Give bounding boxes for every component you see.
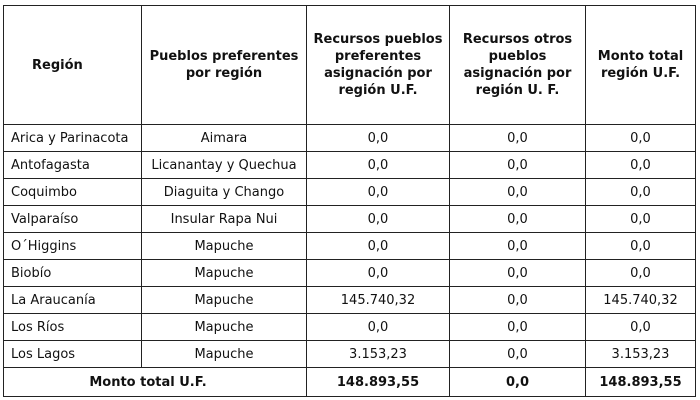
cell-pueblos: Mapuche (142, 260, 307, 287)
cell-recursos-pueblos: 0,0 (307, 152, 450, 179)
cell-monto-total: 0,0 (586, 152, 696, 179)
cell-region: Coquimbo (4, 179, 142, 206)
header-region: Región (4, 6, 142, 125)
cell-region: Los Ríos (4, 314, 142, 341)
cell-monto-total: 0,0 (586, 314, 696, 341)
cell-monto-total: 0,0 (586, 260, 696, 287)
header-pueblos: Pueblos preferentes por región (142, 6, 307, 125)
total-label: Monto total U.F. (4, 368, 307, 397)
header-recursos-otros: Recursos otros pueblos asignación por región U. F. (450, 6, 586, 125)
cell-pueblos: Licanantay y Quechua (142, 152, 307, 179)
cell-pueblos: Mapuche (142, 314, 307, 341)
cell-recursos-pueblos: 0,0 (307, 125, 450, 152)
cell-region: Valparaíso (4, 206, 142, 233)
cell-monto-total: 0,0 (586, 233, 696, 260)
cell-region: Los Lagos (4, 341, 142, 368)
table-row (4, 152, 696, 179)
table-row (4, 341, 696, 368)
cell-region: O´Higgins (4, 233, 142, 260)
cell-recursos-otros: 0,0 (450, 233, 586, 260)
cell-recursos-pueblos: 0,0 (307, 260, 450, 287)
cell-monto-total: 0,0 (586, 125, 696, 152)
cell-recursos-pueblos: 3.153,23 (307, 341, 450, 368)
cell-recursos-otros: 0,0 (450, 341, 586, 368)
cell-recursos-pueblos: 145.740,32 (307, 287, 450, 314)
table-row (4, 287, 696, 314)
cell-recursos-otros: 0,0 (450, 179, 586, 206)
cell-region: Antofagasta (4, 152, 142, 179)
table-row (4, 125, 696, 152)
cell-pueblos: Insular Rapa Nui (142, 206, 307, 233)
allocation-table (3, 5, 696, 397)
cell-recursos-otros: 0,0 (450, 314, 586, 341)
total-row (4, 368, 696, 397)
table-row (4, 206, 696, 233)
header-monto-total: Monto total región U.F. (586, 6, 696, 125)
cell-pueblos: Mapuche (142, 341, 307, 368)
table-row (4, 233, 696, 260)
cell-recursos-pueblos: 0,0 (307, 233, 450, 260)
cell-recursos-otros: 0,0 (450, 260, 586, 287)
total-monto-total: 148.893,55 (586, 368, 696, 397)
cell-recursos-otros: 0,0 (450, 287, 586, 314)
total-recursos-otros: 0,0 (450, 368, 586, 397)
cell-recursos-pueblos: 0,0 (307, 314, 450, 341)
cell-recursos-otros: 0,0 (450, 152, 586, 179)
cell-monto-total: 0,0 (586, 179, 696, 206)
cell-pueblos: Aimara (142, 125, 307, 152)
cell-pueblos: Diaguita y Chango (142, 179, 307, 206)
cell-region: La Araucanía (4, 287, 142, 314)
table-row (4, 260, 696, 287)
cell-region: Biobío (4, 260, 142, 287)
cell-recursos-otros: 0,0 (450, 125, 586, 152)
table-row (4, 179, 696, 206)
cell-recursos-otros: 0,0 (450, 206, 586, 233)
cell-recursos-pueblos: 0,0 (307, 179, 450, 206)
cell-monto-total: 145.740,32 (586, 287, 696, 314)
cell-pueblos: Mapuche (142, 287, 307, 314)
table-row (4, 314, 696, 341)
header-row (4, 6, 696, 125)
total-recursos-pueblos: 148.893,55 (307, 368, 450, 397)
cell-monto-total: 3.153,23 (586, 341, 696, 368)
cell-monto-total: 0,0 (586, 206, 696, 233)
cell-pueblos: Mapuche (142, 233, 307, 260)
cell-region: Arica y Parinacota (4, 125, 142, 152)
cell-recursos-pueblos: 0,0 (307, 206, 450, 233)
header-recursos-pueblos: Recursos pueblos preferentes asignación por región U.F. (307, 6, 450, 125)
